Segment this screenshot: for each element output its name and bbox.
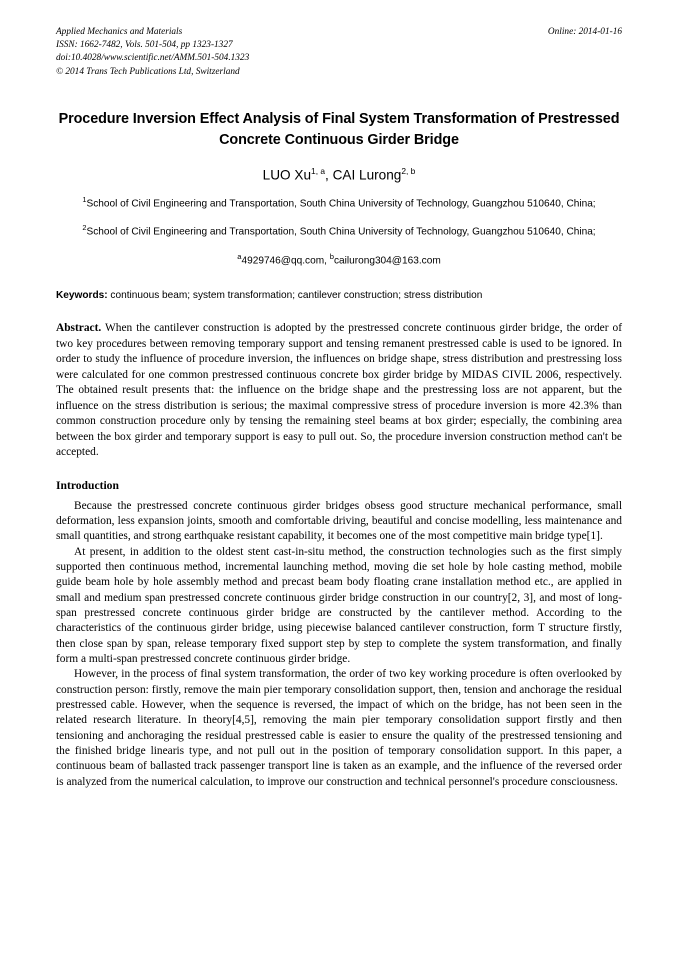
introduction-body xyxy=(56,499,622,790)
page-title: Procedure Inversion Effect Analysis of Final System Transformation of Prestressed Concrete Continuous Girder Bridge xyxy=(58,110,620,148)
affiliation-1 xyxy=(56,195,622,212)
header-left-block xyxy=(56,26,249,79)
author-1-affiliation-marker: 1, a xyxy=(311,165,326,176)
affiliation-2-text: School of Civil Engineering and Transportation, South China University of Technology, Guangzhou 510640, China; xyxy=(86,226,596,238)
doi-line: doi:10.4028/www.scientific.net/AMM.501-504.1323 xyxy=(56,53,250,64)
issn-line: ISSN: 1662-7482, Vols. 501-504, pp 1323-1327 xyxy=(56,40,233,51)
introduction-heading: Introduction xyxy=(56,478,119,492)
intro-paragraph-1: Because the prestressed concrete continuous girder bridges obsess good structure mechanical performance, small deformation, less expansion joints, smooth and comfortable driving, beautiful and concise modelling, less maintenance and small quantities, and strong earthquake resistant capability, it becomes one of the most competitive main bridge type[1]. xyxy=(56,499,622,543)
abstract-label: Abstract. xyxy=(56,322,102,335)
copyright-line: © 2014 Trans Tech Publications Ltd, Switzerland xyxy=(56,66,240,77)
keywords-value: continuous beam; system transformation; cantilever construction; stress distribution xyxy=(110,290,483,302)
author-emails xyxy=(56,252,622,266)
email-b-marker: b xyxy=(329,251,334,261)
author-2-affiliation-marker: 2, b xyxy=(401,165,416,176)
online-date: Online: 2014-01-16 xyxy=(547,27,622,37)
email-a: 4929746@qq.com, xyxy=(241,255,327,267)
affiliation-2-marker: 2 xyxy=(82,222,87,232)
intro-paragraph-3: However, in the process of final system transformation, the order of two key working procedure is often overlooked by construction person: firstly, remove the main pier temporary consolidation support, then, tension and anchorage the residual prestressed cable. However, when the sequence is reversed, the impact of which on the bridge, has not been seen in the related research literature. In theory[4,5], removing the main pier temporary consolidation support firstly and then tensioning and anchoraging the residual prestressed cable is easier to ensure the quality of the prestressed tensioning and the finished bridge linearis type, and not pull out in the position of temporary consolidation support. In this paper, a continuous beam of ballasted track passenger transport line is taken as an example, and the influence of the reversed order is analyzed from the numerical calculation, to improve our construction and technical personnel's procedure consciousness. xyxy=(56,668,622,788)
affiliation-1-text: School of Civil Engineering and Transportation, South China University of Technology, Guangzhou 510640, China; xyxy=(86,198,596,210)
author-2-name: CAI Lurong xyxy=(332,167,402,183)
keywords-line xyxy=(56,289,622,303)
author-separator: , xyxy=(325,167,333,183)
intro-paragraph-2: At present, in addition to the oldest stent cast-in-situ method, the construction technologies such as the first simply supported then continuous method, incremental launching method, moving die set hole by hole casting method, mobile guide beam hole by hole assembly method and precast beam body floating crane installation method etc., are applied in small and medium span prestressed concrete continuous girder bridge construction in our country[2, 3], and most of long-span prestressed concrete continuous girder bridge are constructed by the cantilever method. According to the characteristics of the continuous girder bridge, using piecewise balanced cantilever construction, form T structure firstly, then close span by span, release temporary fixed support step by step to complete the system transformation, and finally form a multi-span prestressed concrete continuous girder bridge. xyxy=(56,545,622,665)
author-list xyxy=(56,166,622,184)
abstract-text: When the cantilever construction is adopted by the prestressed concrete continuous girder bridge, the order of two key procedures between removing temporary support and tensing remanent prestressed cable is used to be ignored. In order to study the influence of procedure inversion, the influences on bridge shape, stress distribution and prestressing loss were calculated for one common prestressed continuous concrete box girder bridge by MIDAS CIVIL 2006, respectively. The obtained result presents that: the influence on the bridge shape and the prestressing loss are not apparent, but the influence on the stress distribution is serious; the maximal compressive stress of procedure inversion is more 42.3% than common construction procedure only by tensing the remaining steel beams at box girder; especially, the combining area between the box girder and temporary support is easy to pull out. So, the procedure inversion construction method can't be accepted. xyxy=(56,322,622,459)
email-b: cailurong304@163.com xyxy=(333,255,441,267)
affiliation-2 xyxy=(56,223,622,240)
abstract-block xyxy=(56,321,622,461)
affiliation-1-marker: 1 xyxy=(82,194,87,204)
author-1-name: LUO Xu xyxy=(262,167,312,183)
keywords-label: Keywords: xyxy=(56,290,108,302)
email-a-marker: a xyxy=(237,251,242,261)
page-header xyxy=(56,26,622,79)
journal-name: Applied Mechanics and Materials xyxy=(56,27,183,37)
